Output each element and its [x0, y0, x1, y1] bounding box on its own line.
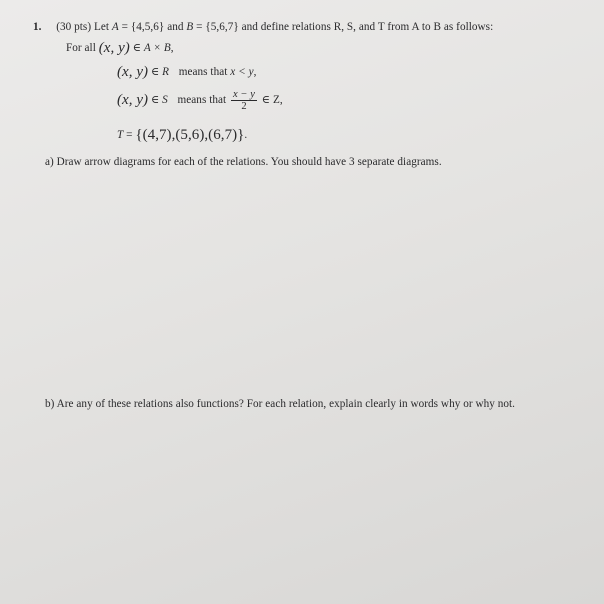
intro-tail: and define relations R, S, and T from A to B as follows: [241, 21, 494, 33]
fraction-denominator: 2 [241, 101, 247, 112]
relation-t-symbol: T [117, 129, 124, 141]
relation-r-symbol: R [162, 66, 170, 78]
relation-r-means: means that [178, 66, 228, 78]
set-a-name: A [111, 21, 119, 33]
problem-number: 1. [33, 21, 42, 33]
relation-s-line: (x, y) ∈ S means that $\frac{x - y}{2}$ ∈ Z, [117, 89, 283, 112]
relation-t-pairs: {(4,7),(5,6),(6,7)} [135, 127, 245, 143]
domain-product: A × B [143, 42, 171, 54]
set-a-elements: {4,5,6} [130, 21, 165, 33]
problem-points: (30 pts) [56, 21, 92, 33]
part-b-prompt: b) Are any of these relations also functions? For each relation, explain clearly in words why or why not. [45, 398, 516, 410]
pair-xy: (x, y) [98, 40, 130, 56]
relation-s-tail: ∈ Z [261, 94, 280, 107]
relation-r-line: (x, y) ∈ R means that x < y, [117, 64, 257, 80]
relation-t-line: T = {(4,7),(5,6),(6,7)}. [117, 127, 248, 143]
problem-header: 1. (30 pts) Let A = {4,5,6} and B = {5,6,7} and define relations R, S, and T from A to B as follows: [33, 21, 494, 33]
and-word: and [167, 21, 184, 33]
relation-r-condition: x < y [230, 66, 254, 78]
set-b-elements: {5,6,7} [205, 21, 239, 33]
fraction-numerator: x − y [233, 89, 255, 100]
for-all-text: For all [66, 42, 96, 54]
relation-s-symbol: S [162, 94, 168, 107]
set-b-name: B [186, 21, 194, 33]
relation-r-pair: (x, y) [117, 64, 149, 80]
part-a-prompt: a) Draw arrow diagrams for each of the relations. You should have 3 separate diagrams. [45, 156, 442, 168]
relation-s-fraction [231, 89, 257, 112]
for-all-line: For all (x, y) ∈ A × B, [66, 40, 174, 56]
relation-s-pair: (x, y) [117, 92, 149, 109]
let-word: Let [93, 21, 110, 33]
relation-s-means: means that [177, 94, 227, 107]
